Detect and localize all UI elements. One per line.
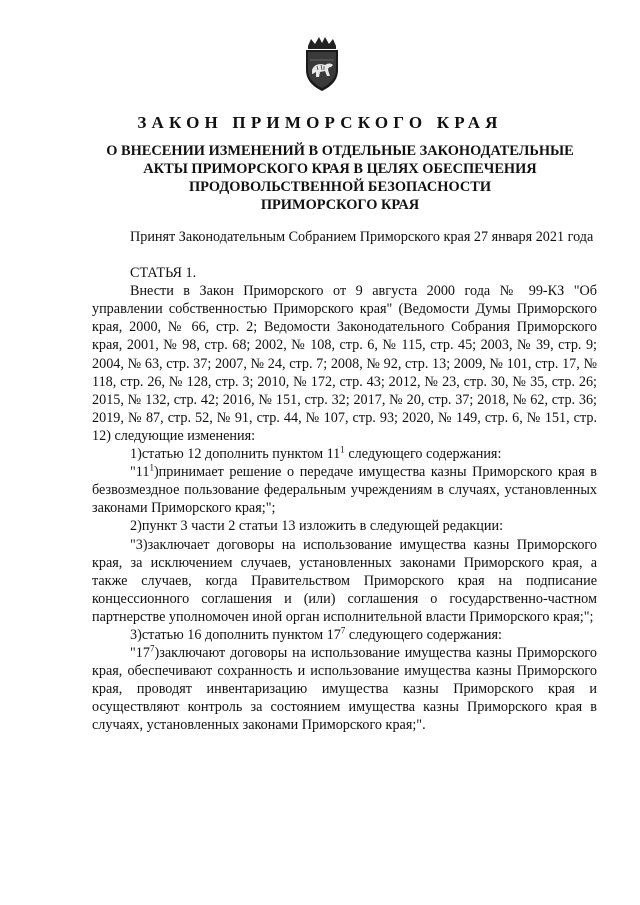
amendment-quote-2: "3)заключает договоры на использование имущества казны Приморского края, за исключением случаев, установленных законами Приморского края, а также случаев, когда Правительством Приморского края на подписание концессионного соглашения и (или) соглашения о государственно-частном партнерстве уполномочен иной орган исполнительной власти Приморского края;"; — [92, 536, 597, 625]
subtitle-line: ПРИМОРСКОГО КРАЯ — [260, 197, 420, 213]
adoption-note: Принят Законодательным Собранием Приморского края 27 января 2021 года — [130, 229, 594, 245]
document-body — [92, 228, 597, 735]
amendment-quote-1: "$11^1)принимает$ решение о передаче имущества казны Приморского края в безвозмездное пользование федеральным учреждениям в случаях, установленных законами Приморского края;"; — [92, 462, 597, 517]
amendment-item-2: 2)пункт 3 части 2 статьи 13 изложить в следующей редакции: — [130, 518, 504, 535]
amendment-item-3: 3)статью 16 дополнить пунктом $17^7$ следующего содержания: — [130, 625, 502, 643]
article-heading: СТАТЬЯ 1. — [130, 265, 197, 282]
subtitle-line: О ВНЕСЕНИИ ИЗМЕНЕНИЙ В ОТДЕЛЬНЫЕ ЗАКОНОДАТЕЛЬНЫЕ — [106, 143, 574, 159]
law-title: ЗАКОН ПРИМОРСКОГО КРАЯ — [137, 113, 503, 132]
subtitle-line: ПРОДОВОЛЬСТВЕННОЙ БЕЗОПАСНОСТИ — [188, 179, 492, 195]
subtitle-line: АКТЫ ПРИМОРСКОГО КРАЯ В ЦЕЛЯХ ОБЕСПЕЧЕНИЯ — [143, 161, 537, 177]
law-subtitle — [96, 142, 584, 214]
amendment-quote-3: "$17^7)заключают$ договоры на использование имущества казны Приморского края, обеспечивают сохранность и использование имущества казны Приморского края, проводят инвентаризацию имущества казны Приморского края и осуществляют контроль за состоянием имущества казны Приморского края в случаях, установленных законами Приморского края;". — [92, 643, 597, 734]
coat-of-arms-icon — [300, 36, 344, 92]
amendment-item-1: 1)статью 12 дополнить пунктом $11^1$ следующего содержания: — [130, 444, 502, 463]
article-intro: Внести в Закон Приморского от 9 августа 2000 года № 99-КЗ "Об управлении собственностью Приморского края" (Ведомости Думы Приморского края, 2000, № 66, стр. 2; Ведомости Законодательного Собрания Приморского края, 2001, № 98, стр. 68; 2002, № 108, стр. 6, № 115, стр. 45; 2003, № 39, стр. 9; 2004, № 63, стр. 37; 2007, № 24, стр. 7; 2008, № 92, стр. 13; 2009, № 101, стр. 17, № 118, стр. 26, № 128, стр. 3; 2010, № 172, стр. 43; 2012, № 23, стр. 30, № 35, стр. 26; 2015, № 132, стр. 42; 2016, № 151, стр. 32; 2017, № 20, стр. 37; 2018, № 62, стр. 36; 2019, № 87, стр. 52, № 91, стр. 44, № 107, стр. 93; 2020, № 149, стр. 6, № 151, стр. 12) следующие изменения: — [92, 283, 597, 444]
